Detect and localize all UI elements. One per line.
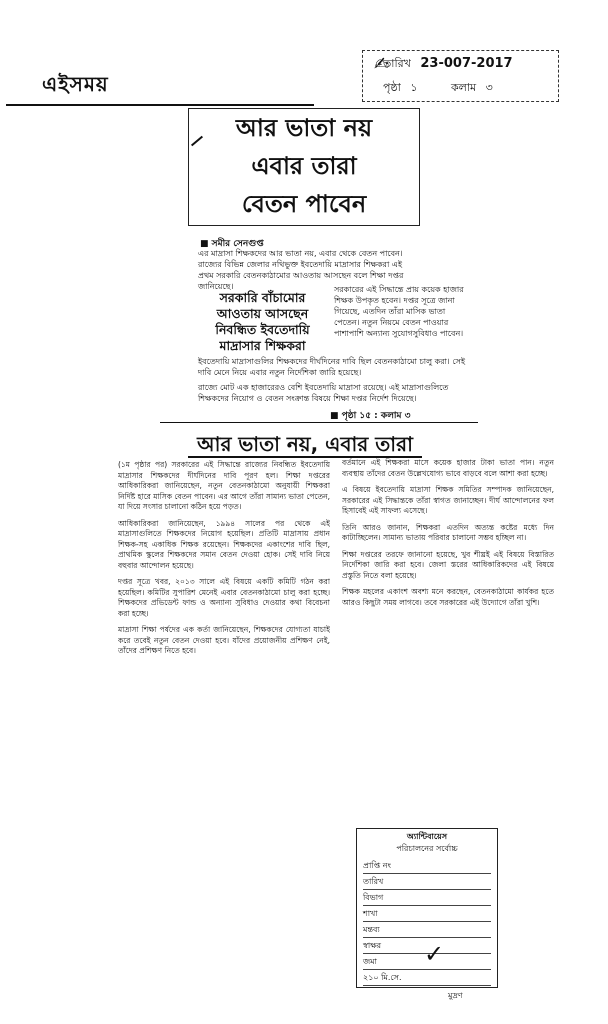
stamp-column-label: কলাম <box>450 81 477 94</box>
body-column-left <box>118 460 330 934</box>
newspaper-masthead <box>6 70 314 106</box>
main-headline <box>188 108 420 226</box>
stamp-date: 23-007-2017 <box>420 56 513 71</box>
headline-line-1: আর ভাতা নয় <box>235 114 373 142</box>
hand-drawn-icon: ✍ <box>374 54 390 75</box>
form-row: শাখা <box>363 907 491 922</box>
full-width-paragraph-2: রাজ্যে মোট এক হাজারেরও বেশি ইবতেদায়ি মাদ্রাসা রয়েছে। এই মাদ্রাসাগুলিতে শিক্ষকদের নিয়োগ ও বেতন সংক্রান্ত বিষয়ে শিক্ষা দপ্তর নির্দেশ দিয়েছে। <box>198 383 449 403</box>
form-row: তারিখ <box>363 875 491 890</box>
pull-quote: সরকারি বাঁচামোর আওতায় আসছেন নিবন্ধিত ইবতেদায়ি মাদ্রাসার শিক্ষকরা <box>215 290 310 353</box>
form-row: প্রাপ্তি নং <box>363 859 491 874</box>
form-row: ২১০ মি.সে. <box>363 971 491 986</box>
form-row: জমা <box>363 955 491 970</box>
headline-line-2: এবার তারা <box>251 152 357 180</box>
page-footer: মুদ্রণ <box>448 991 463 1000</box>
intro-paragraph: এর মাদ্রাসা শিক্ষকদের আর ভাতা নয়, এবার থেকে বেতন পাবেন। রাজ্যের বিভিন্ন জেলার নথিভুক্ত ইবতেদায়ি মাদ্রাসার শিক্ষকরা এই প্রথম সরকারি বেতনকাঠামোর আওতায় আসছেন বলে শিক্ষা দপ্তর জানিয়েছে। <box>198 249 404 291</box>
left-paragraph: মাদ্রাসা শিক্ষা পর্ষদের এক কর্তা জানিয়েছেন, শিক্ষকদের যোগ্যতা যাচাই করে তবেই নতুন বেতন দেওয়া হবে। যাঁদের প্রয়োজনীয় প্রশিক্ষণ নেই, তাঁদের প্রশিক্ষণ নিতে হবে। <box>118 625 330 655</box>
intro-right-column: সরকারের এই সিদ্ধান্তে প্রায় কয়েক হাজার শিক্ষক উপকৃত হবেন। দপ্তর সূত্রে জানা গিয়েছে, এতদিন তাঁরা মাসিক ভাতা পেতেন। নতুন নিয়মে বেতন পাওয়ার পাশাপাশি অন্যান্য সুযোগসুবিধাও পাবেন। <box>334 285 464 338</box>
right-paragraph: তিনি আরও জানান, শিক্ষকরা এতদিন অত্যন্ত কষ্টের মধ্যে দিন কাটাচ্ছিলেন। সামান্য ভাতায় পরিবার চালানো সম্ভব হচ্ছিল না। <box>342 522 554 542</box>
byline: ■ সমীর সেনগুপ্ত <box>200 239 264 249</box>
masthead-title: এইসময় <box>42 72 109 96</box>
right-paragraph: বর্তমানে এই শিক্ষকরা মাসে কয়েক হাজার টাকা ভাতা পান। নতুন ব্যবস্থায় তাঁদের বেতন উল্লেখযোগ্য ভাবে বাড়বে বলে আশা করা হচ্ছে। <box>342 458 554 478</box>
stamp-column: ৩ <box>485 81 493 94</box>
checkmark-icon: ✓ <box>424 940 445 968</box>
left-paragraph: আধিকারিকরা জানিয়েছেন, ১৯৯৪ সালের পর থেকে এই মাদ্রাসাগুলিতে শিক্ষকদের নিয়োগ হয়েছিল। প্রতিটি মাদ্রাসায় প্রধান শিক্ষক-সহ একাধিক শিক্ষক রয়েছেন। শিক্ষকদের একাংশের দাবি ছিল, প্রাথমিক স্কুলের শিক্ষকদের সমান বেতন দেওয়া হোক। সেই দাবি নিয়ে বহুবার আন্দোলন হয়েছে। <box>118 518 330 570</box>
stamp-page-label: পৃষ্ঠা <box>383 81 401 94</box>
right-paragraph: শিক্ষা দপ্তরের তরফে জানানো হয়েছে, খুব শীঘ্রই এই বিষয়ে বিস্তারিত নির্দেশিকা জারি করা হবে। জেলা স্তরের আধিকারিকদের এই বিষয়ে প্রস্তুতি নিতে বলা হয়েছে। <box>342 549 554 580</box>
date-stamp <box>362 50 559 102</box>
stamp-page: ১ <box>410 81 418 94</box>
right-paragraph: শিক্ষক মহলের একাংশ অবশ্য মনে করছেন, বেতনকাঠামো কার্যকর হতে আরও কিছুটা সময় লাগবে। তবে সরকারের এই উদ্যোগে তাঁরা খুশি। <box>342 587 554 607</box>
continuation-tag: ■ পৃষ্ঠা ১৫ : কলাম ৩ <box>330 411 411 421</box>
form-row: স্বাক্ষর <box>363 939 491 954</box>
form-header: অ্যান্টিবায়েস <box>406 832 448 841</box>
stamp-date-label: তারিখ <box>383 57 411 70</box>
section-divider <box>160 422 478 423</box>
continuation-headline: আর ভাতা নয়, এবার তারা <box>188 430 422 458</box>
left-paragraph: (১ম পৃষ্ঠার পর) সরকারের এই সিদ্ধান্তে রাজ্যের নিবন্ধিত ইবতেদায়ি মাদ্রাসার শিক্ষকদের দীর্ঘদিনের দাবি পূরণ হল। শিক্ষা দপ্তরের আধিকারিকরা জানিয়েছেন, নতুন বেতনকাঠামো অনুযায়ী শিক্ষকরা নির্দিষ্ট হারে মাসিক বেতন পাবেন। এর আগে তাঁরা সামান্য ভাতা পেতেন, যা দিয়ে সংসার চালানো কঠিন হয়ে পড়ত। <box>118 460 330 511</box>
form-row: মন্তব্য <box>363 923 491 938</box>
full-width-paragraph: ইবতেদায়ি মাদ্রাসাগুলির শিক্ষকদের দীর্ঘদিনের দাবি ছিল বেতনকাঠামো চালু করা। সেই দাবি মেনে নিয়ে এবার নতুন নির্দেশিকা জারি হয়েছে। <box>198 357 466 377</box>
headline-line-3: বেতন পাবেন <box>241 190 367 218</box>
body-column-right <box>342 458 554 826</box>
right-paragraph: এ বিষয়ে ইবতেদায়ি মাদ্রাসা শিক্ষক সমিতির সম্পাদক জানিয়েছেন, সরকারের এই সিদ্ধান্তকে তাঁরা স্বাগত জানাচ্ছেন। দীর্ঘ আন্দোলনের ফল হিসাবেই এই সাফল্য এসেছে। <box>342 485 554 515</box>
form-row: বিভাগ <box>363 891 491 906</box>
form-subheader: পরিচালনের সর্বোচ্চ <box>396 844 458 853</box>
left-paragraph: দপ্তর সূত্রে খবর, ২০১৩ সালে এই বিষয়ে একটি কমিটি গঠন করা হয়েছিল। কমিটির সুপারিশ মেনেই এবার বেতনকাঠামো চালু করা হচ্ছে। শিক্ষকদের প্রভিডেন্ট ফান্ড ও অন্যান্য সুবিধাও দেওয়ার কথা বিবেচনা করা হচ্ছে। <box>118 577 330 618</box>
